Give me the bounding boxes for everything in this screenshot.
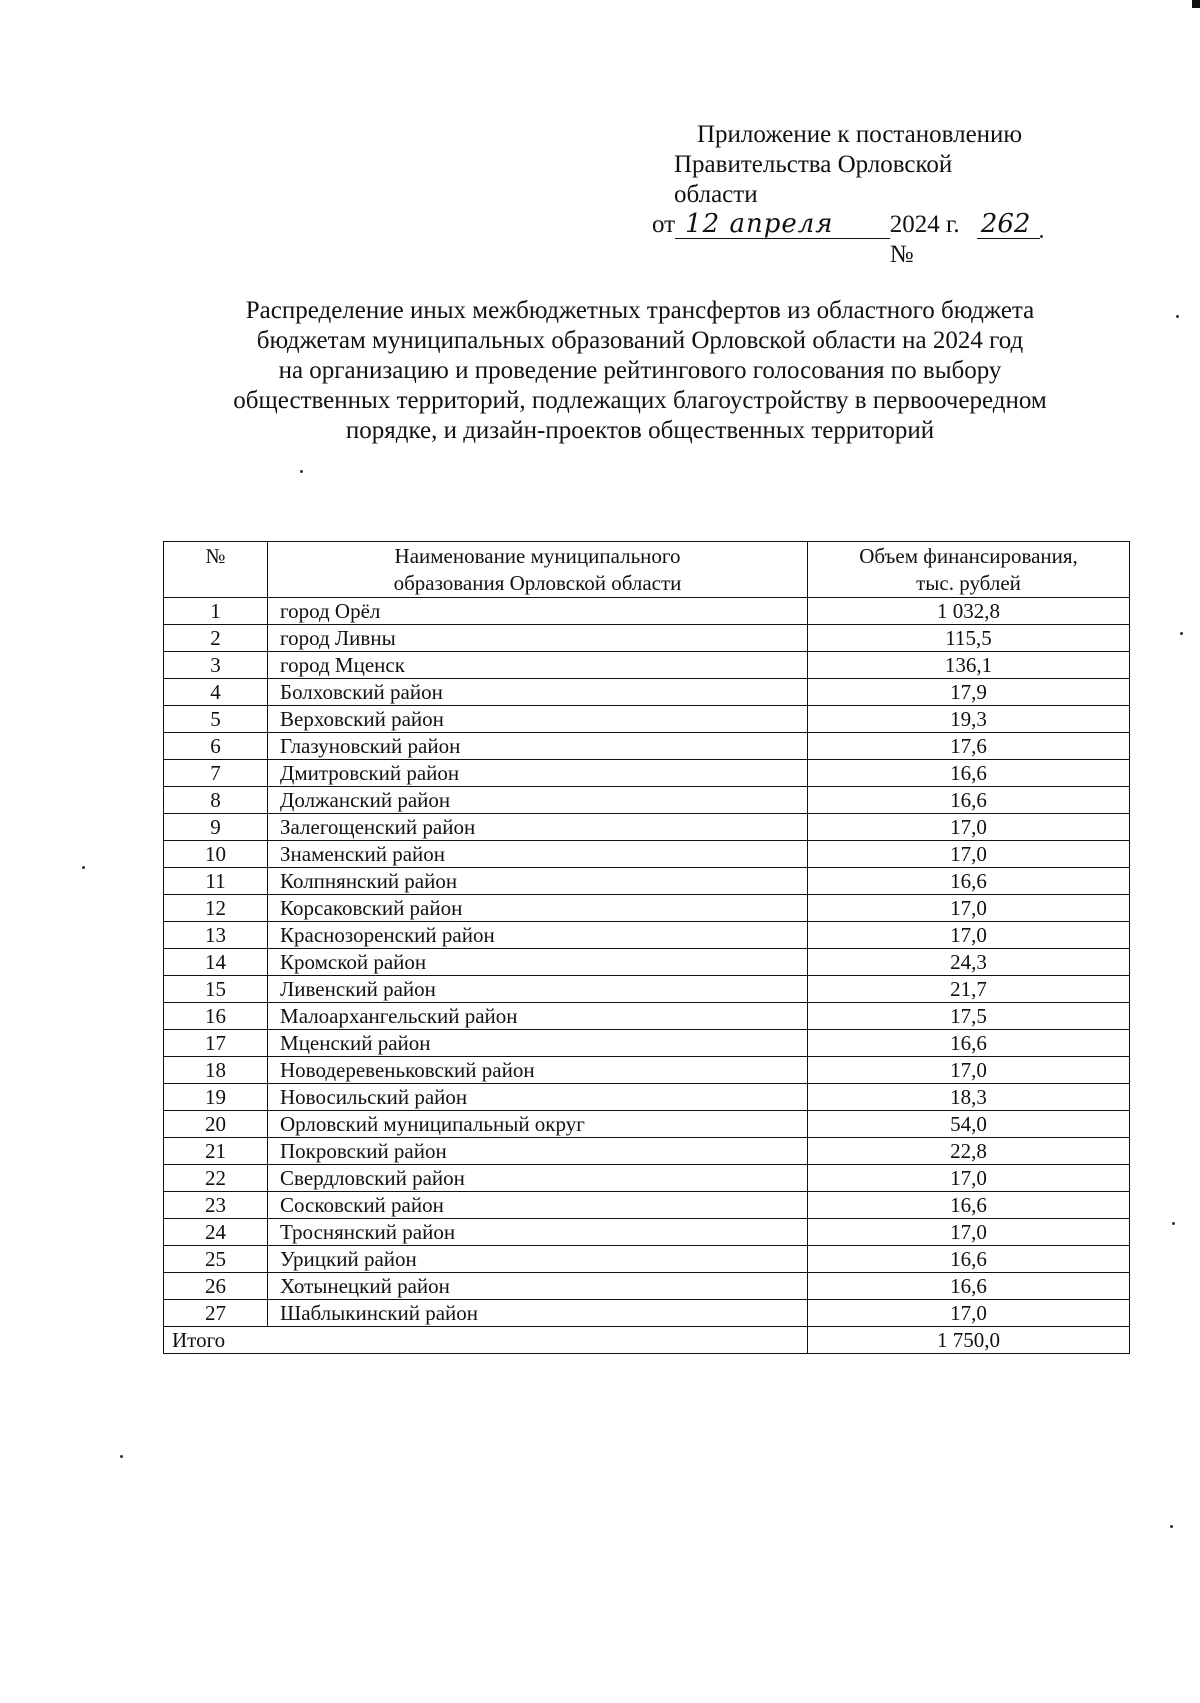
table-row <box>164 679 1130 706</box>
title-line: бюджетам муниципальных образований Орловской области на 2024 год <box>256 327 1024 354</box>
row-name: Болховский район <box>268 679 808 706</box>
row-name: Шаблыкинский район <box>268 1300 808 1327</box>
total-value: 1 750,0 <box>808 1327 1130 1354</box>
row-name: Хотынецкий район <box>268 1273 808 1300</box>
row-num: 6 <box>164 733 268 760</box>
handwritten-date: 12 апреля <box>675 210 890 239</box>
row-value: 1 032,8 <box>808 598 1130 625</box>
table-row <box>164 1111 1130 1138</box>
row-name: Дмитровский район <box>268 760 808 787</box>
row-num: 27 <box>164 1300 268 1327</box>
scan-corner-mark <box>1192 0 1200 8</box>
scan-speck <box>1176 315 1179 318</box>
row-name: Залегощенский район <box>268 814 808 841</box>
row-num: 24 <box>164 1219 268 1246</box>
row-num: 15 <box>164 976 268 1003</box>
title-line: на организацию и проведение рейтингового голосования по выбору <box>278 357 1002 384</box>
row-num: 19 <box>164 1084 268 1111</box>
row-value: 16,6 <box>808 1246 1130 1273</box>
row-value: 17,0 <box>808 1300 1130 1327</box>
row-name: Мценский район <box>268 1030 808 1057</box>
row-num: 22 <box>164 1165 268 1192</box>
table-row <box>164 787 1130 814</box>
row-name: Верховский район <box>268 706 808 733</box>
scan-speck <box>1040 235 1043 238</box>
row-value: 16,6 <box>808 1030 1130 1057</box>
header-num: № <box>164 542 268 598</box>
row-name: Троснянский район <box>268 1219 808 1246</box>
table-row <box>164 895 1130 922</box>
row-name: Кромской район <box>268 949 808 976</box>
row-num: 13 <box>164 922 268 949</box>
year-text: 2024 г. № <box>889 211 960 268</box>
row-value: 18,3 <box>808 1084 1130 1111</box>
table-row <box>164 841 1130 868</box>
row-value: 17,5 <box>808 1003 1130 1030</box>
row-value: 17,0 <box>808 1057 1130 1084</box>
table-row <box>164 949 1130 976</box>
row-num: 21 <box>164 1138 268 1165</box>
row-value: 16,6 <box>808 760 1130 787</box>
table-row <box>164 1057 1130 1084</box>
row-name: Краснозоренский район <box>268 922 808 949</box>
row-value: 17,0 <box>808 841 1130 868</box>
scan-speck <box>1170 1525 1173 1528</box>
row-num: 3 <box>164 652 268 679</box>
row-name: Должанский район <box>268 787 808 814</box>
row-num: 9 <box>164 814 268 841</box>
row-num: 2 <box>164 625 268 652</box>
row-num: 25 <box>164 1246 268 1273</box>
row-value: 16,6 <box>808 787 1130 814</box>
row-value: 115,5 <box>808 625 1130 652</box>
table-row <box>164 814 1130 841</box>
row-num: 11 <box>164 868 268 895</box>
table-row <box>164 1192 1130 1219</box>
table-row <box>164 1030 1130 1057</box>
table-row <box>164 868 1130 895</box>
row-value: 16,6 <box>808 1273 1130 1300</box>
table-body <box>164 598 1130 1327</box>
row-num: 7 <box>164 760 268 787</box>
row-num: 17 <box>164 1030 268 1057</box>
from-prefix: от <box>652 211 676 238</box>
row-value: 54,0 <box>808 1111 1130 1138</box>
row-num: 12 <box>164 895 268 922</box>
row-num: 16 <box>164 1003 268 1030</box>
row-name: город Ливны <box>268 625 808 652</box>
table-header-row <box>164 542 1130 598</box>
row-name: Орловский муниципальный округ <box>268 1111 808 1138</box>
row-num: 18 <box>164 1057 268 1084</box>
row-num: 8 <box>164 787 268 814</box>
row-value: 22,8 <box>808 1138 1130 1165</box>
row-name: город Мценск <box>268 652 808 679</box>
row-num: 14 <box>164 949 268 976</box>
row-num: 20 <box>164 1111 268 1138</box>
table-row <box>164 1273 1130 1300</box>
row-value: 17,0 <box>808 1219 1130 1246</box>
scan-speck <box>300 470 303 473</box>
scan-speck <box>1180 632 1183 635</box>
table-row <box>164 1138 1130 1165</box>
table-row <box>164 1246 1130 1273</box>
row-name: Корсаковский район <box>268 895 808 922</box>
header-name <box>268 542 808 598</box>
row-value: 17,0 <box>808 1165 1130 1192</box>
row-num: 1 <box>164 598 268 625</box>
row-name: Малоархангельский район <box>268 1003 808 1030</box>
row-num: 4 <box>164 679 268 706</box>
row-name: Свердловский район <box>268 1165 808 1192</box>
title-line: Распределение иных межбюджетных трансфертов из областного бюджета <box>245 297 1035 324</box>
row-value: 17,6 <box>808 733 1130 760</box>
row-value: 16,6 <box>808 1192 1130 1219</box>
header-value-line-1: Объем финансирования, <box>859 544 1078 568</box>
table-row <box>164 706 1130 733</box>
row-name: Сосковский район <box>268 1192 808 1219</box>
table-row <box>164 1219 1130 1246</box>
total-label: Итого <box>164 1327 808 1354</box>
document-title <box>160 296 1120 446</box>
distribution-table <box>163 541 1130 1354</box>
scan-speck <box>1172 1222 1175 1225</box>
title-line: общественных территорий, подлежащих благоустройству в первоочередном <box>233 387 1047 414</box>
table-row <box>164 1300 1130 1327</box>
table-row <box>164 760 1130 787</box>
row-num: 26 <box>164 1273 268 1300</box>
row-value: 17,0 <box>808 922 1130 949</box>
table-row <box>164 598 1130 625</box>
table-row <box>164 1084 1130 1111</box>
table-row <box>164 1003 1130 1030</box>
approval-block <box>640 120 1040 270</box>
row-name: Покровский район <box>268 1138 808 1165</box>
row-value: 17,0 <box>808 895 1130 922</box>
row-value: 24,3 <box>808 949 1130 976</box>
table-row <box>164 976 1130 1003</box>
header-name-line-1: Наименование муниципального <box>394 544 681 568</box>
title-line: порядке, и дизайн-проектов общественных территорий <box>345 417 935 444</box>
row-name: город Орёл <box>268 598 808 625</box>
table-row <box>164 652 1130 679</box>
row-value: 17,0 <box>808 814 1130 841</box>
row-value: 21,7 <box>808 976 1130 1003</box>
row-name: Колпнянский район <box>268 868 808 895</box>
row-value: 19,3 <box>808 706 1130 733</box>
table-row <box>164 922 1130 949</box>
row-num: 23 <box>164 1192 268 1219</box>
row-num: 5 <box>164 706 268 733</box>
handwritten-number: 262 <box>977 210 1040 239</box>
scan-speck <box>82 866 85 869</box>
row-name: Урицкий район <box>268 1246 808 1273</box>
scan-speck <box>120 1455 123 1458</box>
approval-date-line <box>652 210 1040 270</box>
row-name: Новодеревеньковский район <box>268 1057 808 1084</box>
row-value: 136,1 <box>808 652 1130 679</box>
row-num: 10 <box>164 841 268 868</box>
approval-line-1: Приложение к постановлению <box>697 121 1023 148</box>
row-value: 16,6 <box>808 868 1130 895</box>
row-name: Глазуновский район <box>268 733 808 760</box>
table-row <box>164 733 1130 760</box>
table-row <box>164 625 1130 652</box>
header-name-line-2: образования Орловской области <box>393 571 682 595</box>
header-value-line-2: тыс. рублей <box>916 571 1021 595</box>
row-name: Новосильский район <box>268 1084 808 1111</box>
row-name: Знаменский район <box>268 841 808 868</box>
table-row <box>164 1165 1130 1192</box>
approval-line-2: Правительства Орловской области <box>674 151 953 208</box>
total-row <box>164 1327 1130 1354</box>
row-value: 17,9 <box>808 679 1130 706</box>
header-value <box>808 542 1130 598</box>
row-name: Ливенский район <box>268 976 808 1003</box>
